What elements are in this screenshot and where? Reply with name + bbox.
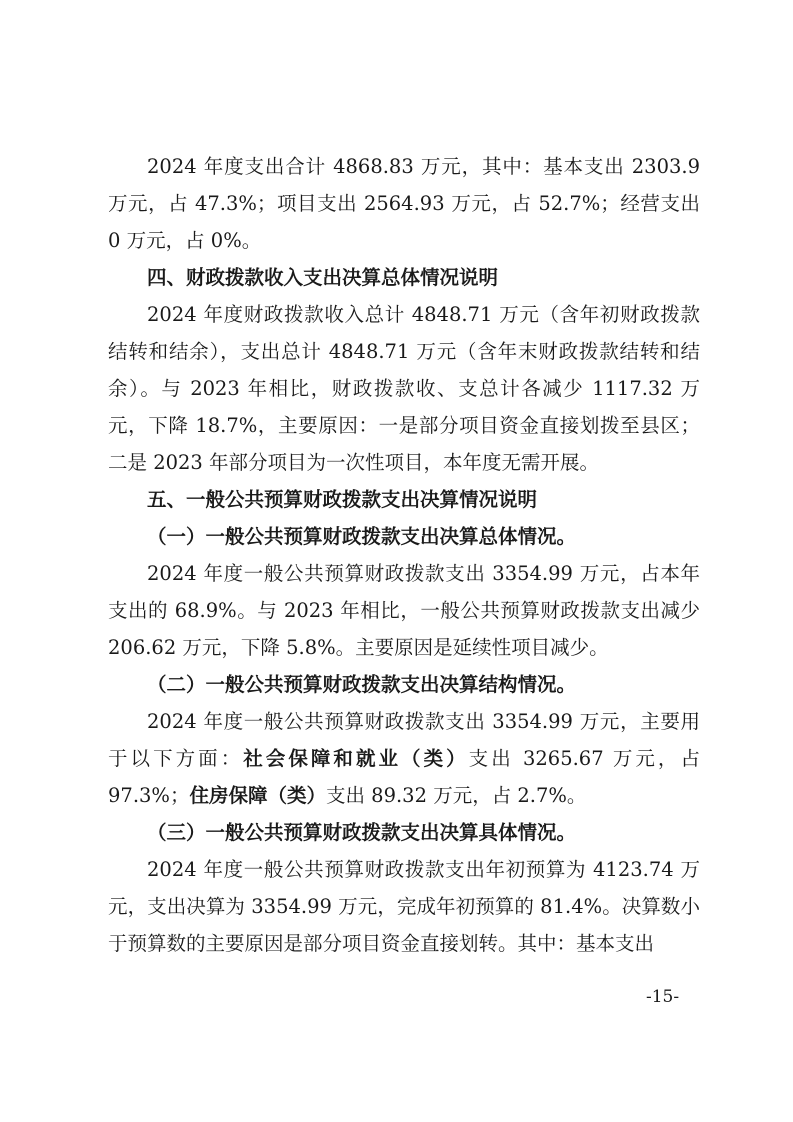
document-body	[108, 148, 700, 962]
paragraph-expenditure-total: 2024 年度支出合计 4868.83 万元，其中：基本支出 2303.9 万元，占 47.3%；项目支出 2564.93 万元，占 52.7%；经营支出 0 万元，占 0%。	[108, 155, 700, 252]
subsection-heading-3: （三）一般公共预算财政拨款支出决算具体情况。	[147, 821, 577, 844]
paragraph-fiscal-income-expense: 2024 年度财政拨款收入总计 4848.71 万元（含年初财政拨款结转和结余），支出总计 4848.71 万元（含年末财政拨款结转和结余）。与 2023 年相比，财政拨款收、支总计各减少 1117.32 万元，下降 18.7%，主要原因：一是部分项目资金直接划拨至县区；二是 2023 年部分项目为一次性项目，本年度无需开展。	[108, 303, 700, 474]
paragraph-general-budget-detail: 2024 年度一般公共预算财政拨款支出年初预算为 4123.74 万元，支出决算为 3354.99 万元，完成年初预算的 81.4%。决算数小于预算数的主要原因是部分项目资金直接划转。其中：基本支出	[108, 858, 700, 955]
paragraph-general-budget-overall: 2024 年度一般公共预算财政拨款支出 3354.99 万元，占本年支出的 68.9%。与 2023 年相比，一般公共预算财政拨款支出减少 206.62 万元，下降 5.8%。主要原因是延续性项目减少。	[108, 562, 700, 659]
subsection-heading-2: （二）一般公共预算财政拨款支出决算结构情况。	[147, 673, 577, 696]
page-number: -15-	[646, 987, 680, 1007]
paragraph-general-budget-structure	[108, 703, 700, 814]
structure-text-social: 支出 3265.67 万元，占 97.3%；	[108, 747, 700, 807]
category-social-security: 社会保障和就业（类）	[243, 747, 469, 770]
section-heading-4: 四、财政拨款收入支出决算总体情况说明	[147, 266, 499, 289]
subsection-heading-1: （一）一般公共预算财政拨款支出决算总体情况。	[147, 525, 577, 548]
section-heading-5: 五、一般公共预算财政拨款支出决算情况说明	[147, 488, 538, 511]
structure-text-housing: 支出 89.32 万元，占 2.7%。	[325, 784, 587, 807]
structure-text-intro: 2024 年度一般公共预算财政拨款支出 3354.99 万元，主要用于以下方面：	[108, 710, 700, 770]
category-housing: 住房保障（类）	[189, 784, 326, 807]
